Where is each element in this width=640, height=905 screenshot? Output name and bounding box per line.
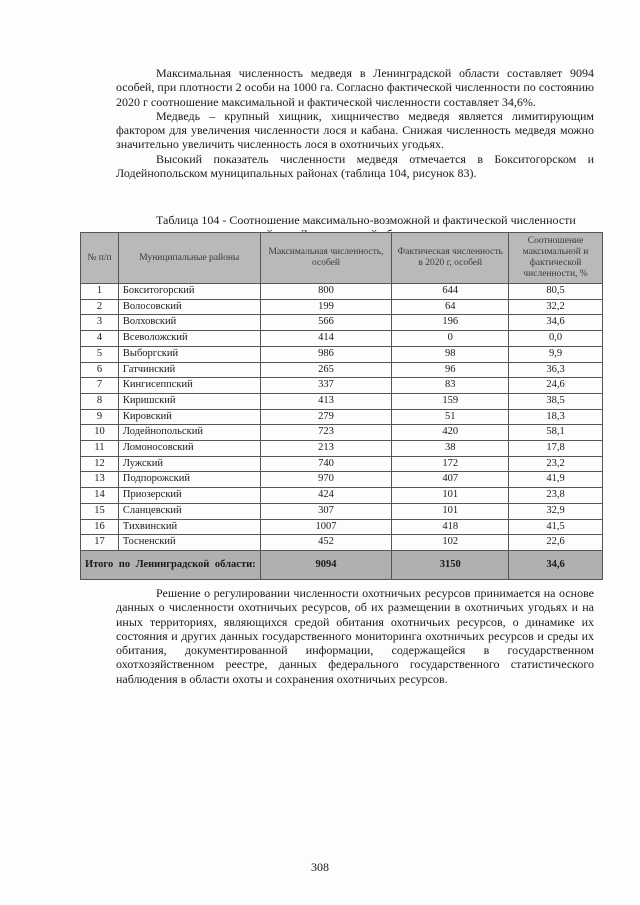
header-district: Муниципальные районы (118, 233, 260, 284)
row-district: Кировский (118, 409, 260, 425)
row-max: 1007 (260, 519, 392, 535)
row-ratio: 17,8 (509, 441, 603, 457)
table-caption-line-1: Таблица 104 - Соотношение максимально-возможной и фактической численности (156, 213, 576, 227)
header-ratio: Соотношение максимальной и фактической численности, % (509, 233, 603, 284)
row-district: Киришский (118, 393, 260, 409)
row-actual: 83 (392, 378, 509, 394)
row-number: 11 (81, 441, 119, 457)
row-actual: 196 (392, 315, 509, 331)
row-max: 414 (260, 331, 392, 347)
row-number: 9 (81, 409, 119, 425)
row-number: 1 (81, 284, 119, 300)
total-actual: 3150 (392, 550, 509, 579)
table-row (81, 472, 603, 488)
row-max: 452 (260, 535, 392, 551)
header-actual: Фактическая численность в 2020 г, особей (392, 233, 509, 284)
table-row (81, 299, 603, 315)
bear-population-table (80, 232, 603, 580)
row-district: Сланцевский (118, 503, 260, 519)
row-ratio: 41,9 (509, 472, 603, 488)
row-ratio: 36,3 (509, 362, 603, 378)
row-actual: 407 (392, 472, 509, 488)
table-row (81, 315, 603, 331)
row-number: 13 (81, 472, 119, 488)
row-max: 723 (260, 425, 392, 441)
row-district: Волосовский (118, 299, 260, 315)
row-district: Лужский (118, 456, 260, 472)
row-actual: 38 (392, 441, 509, 457)
row-number: 8 (81, 393, 119, 409)
paragraph-bear-predator: Медведь – крупный хищник, хищничество медведя является лимитирующим фактором для увеличения численности лося и кабана. Снижая численность медведя можно значительно увеличить численность лося в охотничьих угодьях. (116, 108, 594, 152)
row-district: Приозерский (118, 488, 260, 504)
row-ratio: 23,8 (509, 488, 603, 504)
row-ratio: 32,2 (509, 299, 603, 315)
header-number: № п/п (81, 233, 119, 284)
paragraph-regulation: Решение о регулировании численности охотничьих ресурсов принимается на основе данных о численности охотничьих ресурсов, об их размещении в охотничьих угодьях и на иных территориях, являющихся средой обитания охотничьих ресурсов, о динамике их состояния и других данных государственного мониторинга охотничьих ресурсов и среды их обитания, документированной информации, содержащейся в государственном охотхозяйственном реестре, данных федерального государственного статистического наблюдения в области охоты и сохранения охотничьих ресурсов. (116, 586, 594, 686)
conclusion-text (116, 586, 594, 686)
row-district: Тосненский (118, 535, 260, 551)
paragraph-high-count: Высокий показатель численности медведя отмечается в Бокситогорском и Лодейнопольском муниципальных районах (таблица 104, рисунок 83). (116, 151, 594, 181)
row-actual: 101 (392, 488, 509, 504)
row-ratio: 80,5 (509, 284, 603, 300)
row-district: Лодейнопольский (118, 425, 260, 441)
row-actual: 418 (392, 519, 509, 535)
table-body (81, 284, 603, 551)
row-district: Бокситогорский (118, 284, 260, 300)
row-district: Выборгский (118, 346, 260, 362)
total-ratio: 34,6 (509, 550, 603, 579)
row-ratio: 24,6 (509, 378, 603, 394)
row-actual: 101 (392, 503, 509, 519)
row-actual: 644 (392, 284, 509, 300)
paragraph-bear-count: Максимальная численность медведя в Ленинградской области составляет 9094 особей, при плотности 2 особи на 1000 га. Согласно фактической численности по состоянию 2020 г соотношение максимальной и фактической численности составляет 34,6%. (116, 66, 594, 109)
row-max: 800 (260, 284, 392, 300)
row-district: Всеволожский (118, 331, 260, 347)
row-number: 12 (81, 456, 119, 472)
table-row (81, 441, 603, 457)
row-number: 3 (81, 315, 119, 331)
row-ratio: 18,3 (509, 409, 603, 425)
table-row (81, 378, 603, 394)
row-max: 413 (260, 393, 392, 409)
row-district: Подпорожский (118, 472, 260, 488)
row-ratio: 38,5 (509, 393, 603, 409)
row-district: Ломоносовский (118, 441, 260, 457)
table-row (81, 393, 603, 409)
row-district: Гатчинский (118, 362, 260, 378)
row-max: 986 (260, 346, 392, 362)
row-district: Кингисеппский (118, 378, 260, 394)
table-row (81, 456, 603, 472)
row-actual: 102 (392, 535, 509, 551)
row-ratio: 9,9 (509, 346, 603, 362)
row-number: 16 (81, 519, 119, 535)
table-row (81, 488, 603, 504)
row-max: 740 (260, 456, 392, 472)
total-label: Итого по Ленинградской области: (81, 550, 261, 579)
table-row (81, 284, 603, 300)
intro-text (116, 66, 594, 180)
row-actual: 0 (392, 331, 509, 347)
row-number: 7 (81, 378, 119, 394)
row-actual: 64 (392, 299, 509, 315)
page-number: 308 (311, 860, 329, 874)
row-max: 213 (260, 441, 392, 457)
table-row (81, 331, 603, 347)
table-row (81, 409, 603, 425)
row-number: 4 (81, 331, 119, 347)
total-max: 9094 (260, 550, 392, 579)
table-row (81, 535, 603, 551)
row-actual: 98 (392, 346, 509, 362)
table-row (81, 503, 603, 519)
table-header-row (81, 233, 603, 284)
row-ratio: 41,5 (509, 519, 603, 535)
row-ratio: 32,9 (509, 503, 603, 519)
table-row (81, 425, 603, 441)
row-ratio: 58,1 (509, 425, 603, 441)
row-number: 14 (81, 488, 119, 504)
row-max: 307 (260, 503, 392, 519)
row-district: Волховский (118, 315, 260, 331)
header-max: Максимальная численность, особей (260, 233, 392, 284)
row-max: 279 (260, 409, 392, 425)
row-max: 337 (260, 378, 392, 394)
table-total-row (81, 550, 603, 579)
row-ratio: 23,2 (509, 456, 603, 472)
row-number: 10 (81, 425, 119, 441)
row-actual: 172 (392, 456, 509, 472)
row-max: 199 (260, 299, 392, 315)
row-actual: 159 (392, 393, 509, 409)
table-row (81, 346, 603, 362)
row-number: 6 (81, 362, 119, 378)
row-actual: 51 (392, 409, 509, 425)
row-ratio: 22,6 (509, 535, 603, 551)
row-max: 424 (260, 488, 392, 504)
table-row (81, 519, 603, 535)
table-row (81, 362, 603, 378)
row-max: 970 (260, 472, 392, 488)
row-ratio: 34,6 (509, 315, 603, 331)
row-max: 265 (260, 362, 392, 378)
row-district: Тихвинский (118, 519, 260, 535)
row-number: 2 (81, 299, 119, 315)
row-actual: 96 (392, 362, 509, 378)
row-number: 5 (81, 346, 119, 362)
row-ratio: 0,0 (509, 331, 603, 347)
row-max: 566 (260, 315, 392, 331)
row-number: 17 (81, 535, 119, 551)
row-number: 15 (81, 503, 119, 519)
row-actual: 420 (392, 425, 509, 441)
